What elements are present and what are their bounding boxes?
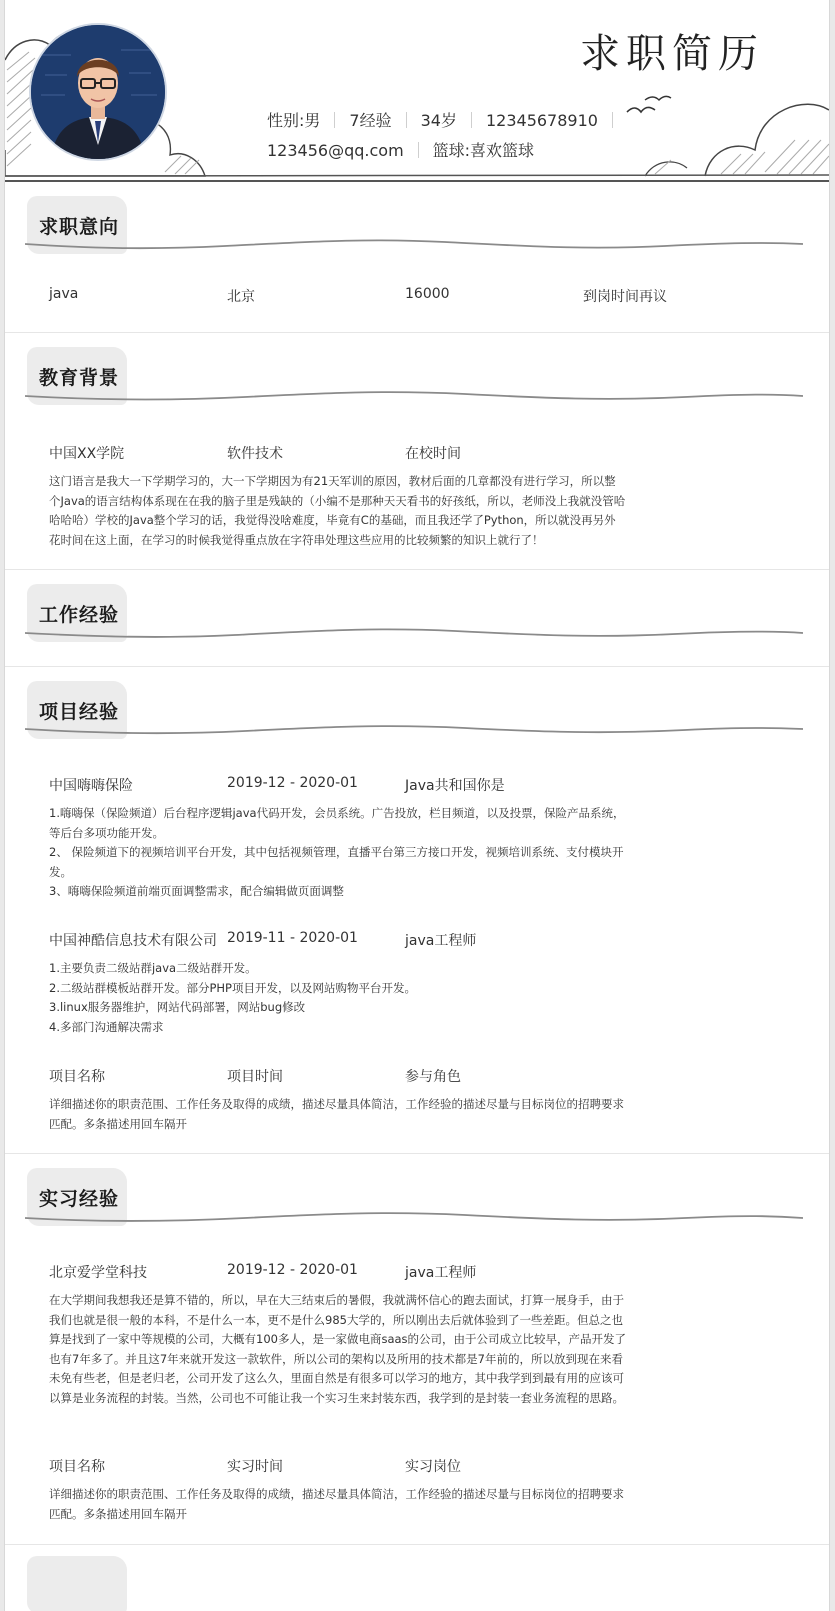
gender: 性别:男 xyxy=(267,111,321,130)
wave-divider xyxy=(25,236,803,256)
internship-description xyxy=(49,1291,627,1409)
resume-page xyxy=(4,0,830,1611)
school-name: 中国XX学院 xyxy=(49,446,125,462)
project-period: 2019-11 - 2020-01 xyxy=(227,930,358,946)
internship-description xyxy=(49,1485,627,1524)
description-line: 2、 保险频道下的视频培训平台开发，其中包括视频管理，直播平台第三方接口开发，视频培训系统、支付模块开发。 xyxy=(49,845,624,879)
project-description xyxy=(49,959,627,1037)
email: 123456@qq.com xyxy=(267,141,404,160)
project-company: 中国嗨嗨保险 xyxy=(49,778,133,794)
project-role: java工程师 xyxy=(405,933,477,949)
avatar-portrait-icon xyxy=(31,25,165,159)
wave-divider xyxy=(25,1208,803,1228)
description-line: 2.二级站群模板站群开发。部分PHP项目开发，以及网站购物平台开发。 xyxy=(49,980,416,995)
hobby: 篮球:喜欢篮球 xyxy=(432,141,535,160)
project-time-label: 项目时间 xyxy=(227,1069,283,1085)
intent-city: 北京 xyxy=(227,289,255,305)
project-role-label: 参与角色 xyxy=(405,1069,461,1085)
section-title: 实习经验 xyxy=(39,1188,120,1210)
project-name-label: 项目名称 xyxy=(49,1069,105,1085)
description-line: 详细描述你的职责范围、工作任务及取得的成绩，描述尽量具体简洁，工作经验的描述尽量与目标岗位的招聘要求匹配。多条描述用回车隔开 xyxy=(49,1487,624,1521)
internship-time-label: 实习时间 xyxy=(227,1459,283,1475)
experience-years: 7经验 xyxy=(349,111,392,130)
intent-salary: 16000 xyxy=(405,286,450,302)
section-title: 工作经验 xyxy=(39,604,120,626)
section-title: 项目经验 xyxy=(39,701,120,723)
resume-title: 求职简历 xyxy=(580,31,764,77)
section-projects xyxy=(5,667,829,1154)
section-title: 求职意向 xyxy=(39,216,120,238)
separator xyxy=(418,142,419,158)
section-education xyxy=(5,333,829,570)
intent-position: java xyxy=(49,286,79,302)
intent-availability: 到岗时间再议 xyxy=(583,289,667,305)
phone: 12345678910 xyxy=(485,111,598,130)
section-work-experience xyxy=(5,570,829,667)
personal-info-line-2 xyxy=(267,138,534,161)
wave-divider xyxy=(25,387,803,407)
separator xyxy=(471,112,472,128)
description-line: 1.嗨嗨保（保险频道）后台程序逻辑java代码开发，会员系统。广告投放，栏目频道，以及投票，保险产品系统，等后台多项功能开发。 xyxy=(49,806,625,840)
personal-info-line-1 xyxy=(267,108,627,131)
description-line: 1.主要负责二级站群java二级站群开发。 xyxy=(49,961,257,975)
wave-divider xyxy=(25,721,803,741)
avatar xyxy=(29,23,167,161)
description-line: 3.linux服务器维护，网站代码部署，网站bug修改 xyxy=(49,1000,306,1015)
internship-period: 2019-12 - 2020-01 xyxy=(227,1262,358,1278)
description-line: 详细描述你的职责范围、工作任务及取得的成绩，描述尽量具体简洁，工作经验的描述尽量与目标岗位的招聘要求匹配。多条描述用回车隔开 xyxy=(49,1097,624,1131)
next-section-title-box xyxy=(27,1556,127,1611)
description-line: 3、嗨嗨保险频道前端页面调整需求，配合编辑做页面调整 xyxy=(49,884,344,899)
separator xyxy=(334,112,335,128)
separator xyxy=(406,112,407,128)
section-title: 教育背景 xyxy=(39,367,120,389)
project-role: Java共和国你是 xyxy=(405,778,505,794)
description-line: 在大学期间我想我还是算不错的，所以，早在大三结束后的暑假，我就满怀信心的跑去面试，打算一展身手，由于我们也就是很一般的本科，不是什么一本，更不是什么985大学的，所以刚出去后就体验到了一些差距。但总之也算是找到了一家中等规模的公司，大概有100多人，是一家做电商saas的公司，由于公司成立比较早，产品开发了也有7年多了。并且这7年来就开发这一款软件，所以公司的架构以及所用的技术都是7年前的，所以放到现在来看未免有些老，但是老归老，公司开发了这么久，里面自然是有很多可以学习的地方，其中我学到到最有用的应该可以算是业务流程的封装。当然，公司也不可能让我一个实习生来封装东西，我学到的是封装一套业务流程的思路。 xyxy=(49,1293,627,1405)
internship-role-label: 实习岗位 xyxy=(405,1459,461,1475)
study-period: 在校时间 xyxy=(405,446,461,462)
wave-divider xyxy=(25,624,803,644)
major: 软件技术 xyxy=(227,446,283,462)
section-internship xyxy=(5,1154,829,1545)
project-company: 中国神酷信息技术有限公司 xyxy=(49,933,217,949)
project-description xyxy=(49,804,627,902)
project-description xyxy=(49,1095,627,1134)
education-description: 这门语言是我大一下学期学习的，大一下学期因为有21天军训的原因，教材后面的几章都没有进行学习，所以整个Java的语言结构体系现在在我的脑子里是残缺的（小编不是那种天天看书的好孩纸，所以，老师没上我就没管哈哈哈哈）学校的Java整个学习的话，我觉得没啥难度，毕竟有C的基础，而且我还学了Python，所以就没再另外花时间在这上面，在学习的时候我觉得重点放在字符串处理这些应用的比较频繁的知识上就行了！ xyxy=(49,474,626,547)
resume-header xyxy=(5,0,829,182)
age: 34岁 xyxy=(420,111,457,130)
separator xyxy=(612,112,613,128)
internship-company: 北京爱学堂科技 xyxy=(49,1265,147,1281)
internship-name-label: 项目名称 xyxy=(49,1459,105,1475)
section-job-intent xyxy=(5,182,829,333)
description-line: 4.多部门沟通解决需求 xyxy=(49,1019,164,1034)
project-period: 2019-12 - 2020-01 xyxy=(227,775,358,791)
internship-role: java工程师 xyxy=(405,1265,477,1281)
